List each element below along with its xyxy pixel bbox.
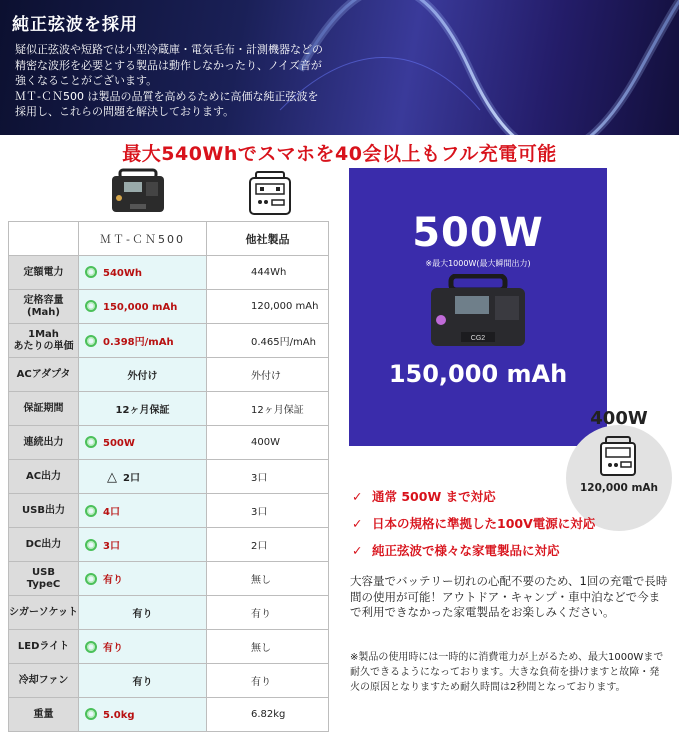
competitor-value: 12ヶ月保証 (207, 392, 329, 426)
row-label: DC出力 (9, 528, 79, 562)
banner-line: 精密な波形を必要とする製品は動作しなかったり、ノイズ音が (15, 58, 322, 72)
mt-cn500-value-cell (79, 562, 207, 596)
product-description: 大容量でバッテリー切れの心配不要のため、1回の充電で長時間の使用が可能！アウトドア・キャンプ・車中泊などで今まで利用できなかった家電製品をお楽しみください。 (350, 574, 668, 619)
mt-cn500-value: 0.398円/mAh (103, 337, 174, 348)
mt-cn500-value-cell (79, 664, 207, 698)
table-row (9, 392, 329, 426)
sine-wave-banner (0, 0, 679, 135)
good-mark-icon (85, 300, 97, 312)
mt-cn500-value: 150,000 mAh (103, 302, 178, 313)
hero-capacity: 150,000 mAh (388, 360, 568, 388)
competitor-device-icon (242, 170, 298, 216)
power-station-thumbnail (110, 168, 166, 214)
banner-line: 採用し、これらの問題を解決しております。 (15, 105, 235, 118)
mt-cn500-value: 外付け (127, 371, 158, 382)
row-label: 冷却ファン (9, 664, 79, 698)
mt-cn500-value: 4口 (103, 507, 120, 518)
mt-cn500-value: 5.0kg (103, 710, 135, 721)
competitor-value: 3口 (207, 494, 329, 528)
row-label: USB TypeC (9, 562, 79, 596)
mt-cn500-value-cell (79, 426, 207, 460)
competitor-value: 有り (207, 664, 329, 698)
banner-title: 純正弦波を採用 (12, 15, 138, 35)
good-mark-icon (85, 436, 97, 448)
row-label: 重量 (9, 698, 79, 732)
feature-text: 通常 500W まで対応 (372, 489, 496, 504)
hero-wattage: 500W (412, 210, 544, 256)
row-label: 定額電力 (9, 256, 79, 290)
mt-cn500-value-cell (79, 698, 207, 732)
table-row (9, 358, 329, 392)
good-mark-icon (85, 335, 97, 347)
mt-cn500-value-cell (79, 460, 207, 494)
good-mark-icon (85, 573, 97, 585)
header-mt-cn500: ＭＴ-ＣＮ500 (79, 222, 207, 256)
competitor-wattage: 400W (590, 408, 648, 429)
mt-cn500-value: 12ヶ月保証 (115, 405, 170, 416)
usage-note: ※製品の使用時には一時的に消費電力が上がるため、最大1000Wまで耐久できるようになっております。大きな負荷を掛けますと故障・発火の原因となりますため耐久時間は2秒間となっております。 (350, 652, 664, 693)
banner-line: 強くなることがございます。 (15, 74, 158, 87)
check-icon: ✓ (352, 489, 363, 504)
table-row (9, 290, 329, 324)
mt-cn500-value: 500W (103, 438, 135, 449)
competitor-value: 0.465円/mAh (207, 324, 329, 358)
row-label: 定格容量 (Mah) (9, 290, 79, 324)
competitor-value: 120,000 mAh (207, 290, 329, 324)
mt-cn500-value: 有り (103, 643, 123, 654)
competitor-value: 無し (207, 630, 329, 664)
mt-cn500-value-cell (79, 290, 207, 324)
table-row (9, 664, 329, 698)
feature-item (352, 514, 672, 541)
competitor-value: 2口 (207, 528, 329, 562)
hero-wattage-note: ※最大1000W(最大瞬間出力) (425, 259, 531, 268)
banner-line: 疑似正弦波や短路では小型冷蔵庫・電気毛布・計測機器などの (15, 43, 323, 56)
device-logo-text: CG2 (470, 335, 486, 342)
feature-checklist (352, 487, 672, 568)
competitor-value: 400W (207, 426, 329, 460)
mt-cn500-value-cell (79, 528, 207, 562)
good-mark-icon (85, 266, 97, 278)
table-row (9, 562, 329, 596)
table-header-row (9, 222, 329, 256)
mt-cn500-value: 有り (103, 575, 123, 586)
good-mark-icon (85, 641, 97, 653)
competitor-value: 無し (207, 562, 329, 596)
headline: 最大540Whでスマホを40会以上もフル充電可能 (122, 143, 557, 165)
mt-cn500-value: 540Wh (103, 268, 143, 279)
row-label: 保証期間 (9, 392, 79, 426)
header-empty (9, 222, 79, 256)
mt-cn500-value-cell (79, 358, 207, 392)
row-label: 1Mah あたりの単価 (9, 324, 79, 358)
good-mark-icon (85, 708, 97, 720)
fair-mark-icon: △ (107, 469, 117, 485)
check-icon: ✓ (352, 516, 363, 531)
competitor-device-icon (596, 435, 640, 479)
feature-item (352, 487, 672, 514)
competitor-value: 外付け (207, 358, 329, 392)
table-row (9, 698, 329, 732)
table-row (9, 256, 329, 290)
mt-cn500-value-cell (79, 494, 207, 528)
good-mark-icon (85, 505, 97, 517)
competitor-value: 444Wh (207, 256, 329, 290)
check-icon: ✓ (352, 543, 363, 558)
competitor-value: 3口 (207, 460, 329, 494)
feature-text: 純正弦波で様々な家電製品に対応 (372, 543, 560, 558)
row-label: シガーソケット (9, 596, 79, 630)
good-mark-icon (85, 539, 97, 551)
mt-cn500-value: 2口 (123, 472, 140, 484)
mt-cn500-value: 3口 (103, 541, 120, 552)
row-label: USB出力 (9, 494, 79, 528)
table-row (9, 630, 329, 664)
row-label: 連続出力 (9, 426, 79, 460)
table-row (9, 494, 329, 528)
header-competitor: 他社製品 (207, 222, 329, 256)
mt-cn500-value: 有り (132, 677, 153, 688)
mt-cn500-value-cell (79, 324, 207, 358)
row-label: ACアダプタ (9, 358, 79, 392)
competitor-value: 6.82kg (207, 698, 329, 732)
table-row (9, 596, 329, 630)
banner-description (15, 42, 375, 120)
competitor-value: 有り (207, 596, 329, 630)
feature-item (352, 541, 672, 568)
table-row (9, 528, 329, 562)
mt-cn500-value-cell (79, 392, 207, 426)
table-row (9, 426, 329, 460)
competitor-capacity: 120,000 mAh (579, 482, 659, 494)
comparison-table (8, 221, 329, 732)
table-row (9, 324, 329, 358)
power-station-image (429, 274, 527, 348)
table-row (9, 460, 329, 494)
mt-cn500-value: 有り (132, 609, 153, 620)
mt-cn500-value-cell (79, 596, 207, 630)
table-body (9, 256, 329, 732)
feature-text: 日本の規格に準拠した100V電源に対応 (372, 516, 596, 531)
row-label: AC出力 (9, 460, 79, 494)
row-label: LEDライト (9, 630, 79, 664)
mt-cn500-value-cell (79, 256, 207, 290)
banner-line: ＭＴ-ＣＮ500 は製品の品質を高めるために高価な純正弦波を (15, 89, 319, 103)
mt-cn500-value-cell (79, 630, 207, 664)
